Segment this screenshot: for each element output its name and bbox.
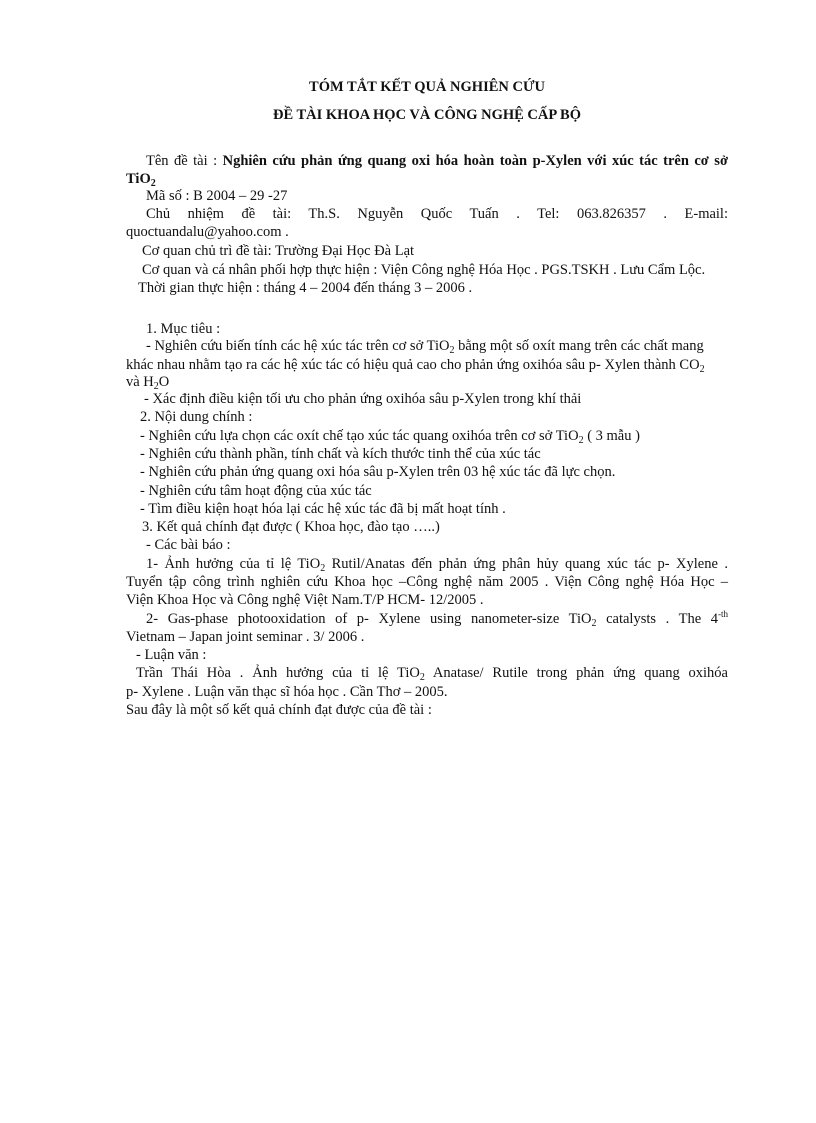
document-title: TÓM TẮT KẾT QUẢ NGHIÊN CỨU	[309, 79, 545, 95]
content-item-4: - Nghiên cứu tâm hoạt động của xúc tác	[140, 483, 372, 499]
paper-2-line-1: 2- Gas-phase photooxidation of p- Xylene using nanometer-size TiO$_2$ catalysts . The $4^{-th}$	[146, 609, 728, 629]
objective-item-1-cont: khác nhau nhằm tạo ra các hệ xúc tác có hiệu quả cao cho phản ứng oxihóa sâu p- Xylen thành $CO_2$	[126, 357, 705, 375]
topic-title: Nghiên cứu phản ứng quang oxi hóa hoàn toàn p-Xylen với xúc tác trên cơ sở	[222, 153, 728, 169]
topic-line-1	[126, 152, 728, 170]
topic-label: Tên đề tài :	[146, 153, 223, 169]
thesis-line-2: p- Xylene . Luận văn thạc sĩ hóa học . Cần Thơ – 2005.	[126, 684, 448, 700]
paper-1-line-1: 1- Ảnh hưởng của tỉ lệ TiO$_2$ Rutil/Anatas đến phản ứng phân hủy quang xúc tác p- Xylene .	[146, 556, 728, 574]
content-item-1: - Nghiên cứu lựa chọn các oxít chế tạo xúc tác quang oxihóa trên cơ sở TiO$_2$ ( 3 mẫu )	[140, 428, 640, 446]
objectives-heading: 1. Mục tiêu :	[146, 321, 221, 337]
partner-institutions: Cơ quan và cá nhân phối hợp thực hiện : Viện Công nghệ Hóa Học . PGS.TSKH . Lưu Cẩm Lộc.	[142, 262, 706, 278]
document-subtitle: ĐỀ TÀI KHOA HỌC VÀ CÔNG NGHỆ CẤP BỘ	[272, 107, 582, 123]
thesis-label: - Luận văn :	[136, 647, 207, 663]
leader-email: quoctuandalu@yahoo.com .	[126, 224, 289, 240]
project-code: Mã số : B 2004 – 29 -27	[146, 188, 288, 204]
content-item-2: - Nghiên cứu thành phần, tính chất và kích thước tinh thể của xúc tác	[140, 446, 541, 462]
topic-line-2: TiO$_2$	[126, 171, 156, 189]
paper-1-line-3: Viện Khoa Học và Công nghệ Việt Nam.T/P HCM- 12/2005 .	[126, 592, 484, 608]
project-duration: Thời gian thực hiện : tháng 4 – 2004 đến tháng 3 – 2006 .	[138, 280, 473, 296]
objective-item-1: - Nghiên cứu biến tính các hệ xúc tác trên cơ sở TiO$_2$ bằng một số oxít mang trên các chất mang	[146, 338, 704, 356]
papers-label: - Các bài báo :	[146, 537, 231, 553]
content-item-3: - Nghiên cứu phản ứng quang oxi hóa sâu p-Xylen trên 03 hệ xúc tác đã lực chọn.	[140, 464, 616, 480]
content-heading: 2. Nội dung chính :	[140, 409, 253, 425]
objective-item-2: - Xác định điều kiện tối ưu cho phản ứng oxihóa sâu p-Xylen trong khí thải	[144, 391, 582, 407]
paper-1-line-2: Tuyển tập công trình nghiên cứu Khoa học –Công nghệ năm 2005 . Viện Công nghệ Hóa Học –	[126, 574, 728, 590]
thesis-line-1: Trần Thái Hòa . Ảnh hưởng của tỉ lệ TiO$_2$ Anatase/ Rutile trong phản ứng quang oxihóa	[136, 665, 728, 683]
results-heading: 3. Kết quả chính đạt được ( Khoa học, đào tạo …..)	[142, 519, 440, 535]
host-institution: Cơ quan chủ trì đề tài: Trường Đại Học Đà Lạt	[142, 243, 415, 259]
content-item-5: - Tìm điều kiện hoạt hóa lại các hệ xúc tác đã bị mất hoạt tính .	[140, 501, 506, 517]
project-leader: Chủ nhiệm đề tài: Th.S. Nguyễn Quốc Tuấn . Tel: 063.826357 . E-mail:	[146, 206, 728, 222]
closing-line: Sau đây là một số kết quả chính đạt được của đề tài :	[126, 702, 432, 718]
paper-2-line-2: Vietnam – Japan joint seminar . 3/ 2006 .	[126, 629, 365, 645]
objective-item-1-end: và $H_2O$	[126, 374, 170, 392]
